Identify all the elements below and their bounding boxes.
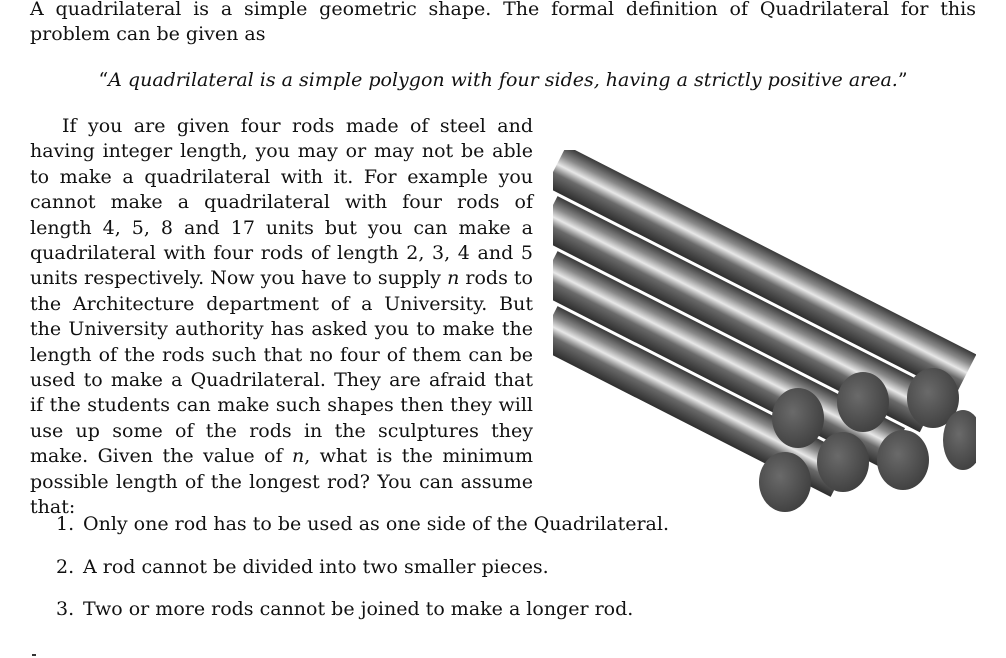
problem-text-part1: If you are given four rods made of steel and having integer length, you may or may not be able to make a quadrilateral with it. For example you cannot make a quadrilateral with four rods of length 4, 5, 8 and 17 units but you can make a quadrilateral with four rods of length 2, 3, 4 and 5 units respectively. Now you have to supply	[30, 115, 533, 290]
variable-n: n	[447, 267, 460, 290]
rod-end	[817, 432, 869, 492]
list-item	[56, 512, 669, 537]
quote-text: A quadrilateral is a simple polygon with four sides, having a strictly positive area.	[108, 69, 898, 91]
problem-paragraph	[30, 114, 533, 521]
assumption-list	[56, 512, 669, 640]
list-number: 2.	[56, 555, 75, 578]
list-item	[56, 555, 669, 580]
definition-quote	[30, 68, 976, 93]
problem-text-part3: , what is the minimum possible length of the longest rod? You can assume that:	[30, 445, 534, 519]
list-item	[56, 597, 669, 622]
rod-end	[759, 452, 811, 512]
rod-end	[837, 372, 889, 432]
steel-rods-photo	[553, 150, 976, 515]
quote-open: “	[98, 69, 109, 91]
rod-end	[772, 388, 824, 448]
rod-end	[877, 430, 929, 490]
page-mark	[32, 654, 36, 656]
list-number: 3.	[56, 598, 75, 620]
quote-close: ”	[897, 69, 908, 91]
list-text: A rod cannot be divided into two smaller pieces.	[83, 555, 549, 578]
list-text: Only one rod has to be used as one side of the Quadrilateral.	[83, 513, 669, 535]
list-text: Two or more rods cannot be joined to make a longer rod.	[83, 598, 634, 620]
intro-paragraph: A quadrilateral is a simple geometric shape. The formal definition of Quadrilateral for this problem can be given as	[30, 0, 976, 45]
variable-n: n	[291, 445, 305, 468]
list-number: 1.	[56, 513, 75, 535]
problem-text-part2: rods to the Architecture department of a University. But the University authority has asked you to make the length of the rods such that no four of them can be used to make a Quadrilateral. They are afraid that if the students can make such shapes then they will use up some of the rods in the sculptures they make. Given the value of	[30, 267, 533, 468]
